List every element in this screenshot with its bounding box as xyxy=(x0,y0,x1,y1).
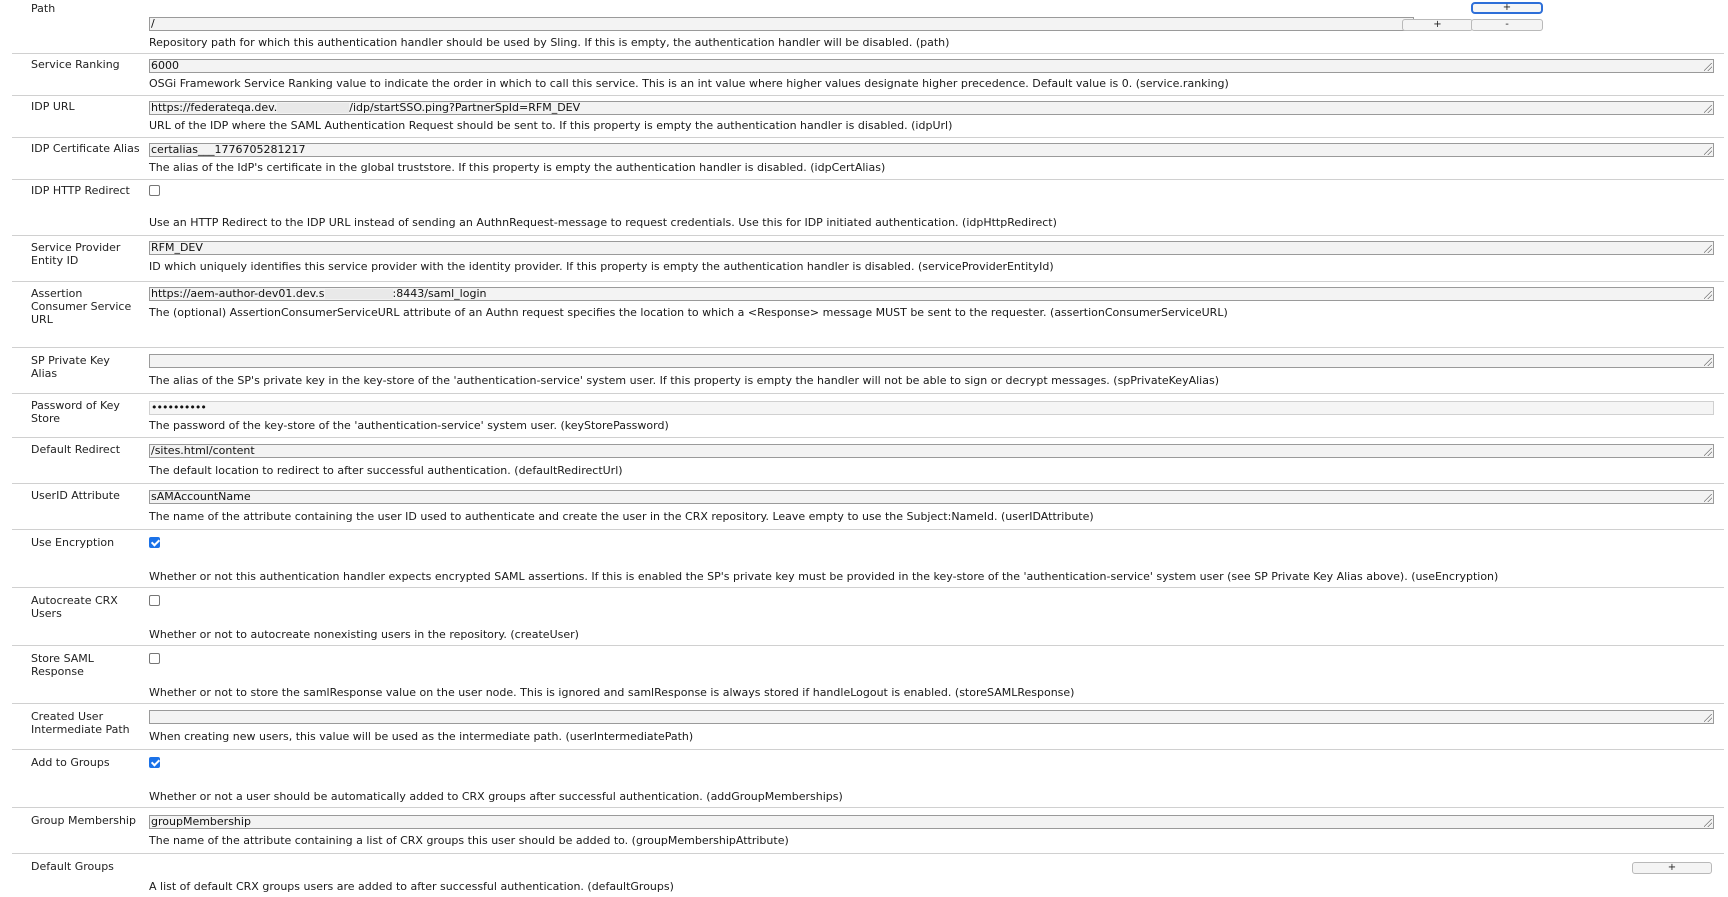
user-intermediate-path-label-line2: Intermediate Path xyxy=(31,723,130,736)
row-default-groups xyxy=(12,854,1724,897)
row-service-ranking xyxy=(12,54,1724,96)
path-input[interactable]: / xyxy=(149,17,1414,31)
userid-attribute-input[interactable]: sAMAccountName xyxy=(149,490,1714,504)
add-to-groups-description: Whether or not a user should be automatically added to CRX groups after successful authentication. (addGroupMemberships) xyxy=(149,790,843,803)
row-acs-url xyxy=(12,282,1724,348)
sp-private-key-alias-label xyxy=(31,354,146,380)
use-encryption-label: Use Encryption xyxy=(31,536,115,549)
sp-entity-id-input[interactable]: RFM_DEV xyxy=(149,241,1714,255)
default-groups-label: Default Groups xyxy=(31,860,114,873)
row-store-saml-response xyxy=(12,646,1724,704)
store-saml-response-label-line1: Store SAML xyxy=(31,652,94,665)
service-ranking-label: Service Ranking xyxy=(31,58,120,71)
path-add-button-top[interactable]: + xyxy=(1471,2,1543,14)
sp-entity-id-description: ID which uniquely identifies this service provider with the identity provider. If this property is empty the authentication handler is disabled. (serviceProviderEntityId) xyxy=(149,260,1054,273)
default-redirect-label: Default Redirect xyxy=(31,443,121,456)
key-store-password-input[interactable]: •••••••••• xyxy=(149,401,1714,415)
row-sp-private-key-alias xyxy=(12,348,1724,394)
add-to-groups-checkbox[interactable] xyxy=(149,757,160,768)
idp-cert-alias-description: The alias of the IdP's certificate in the global truststore. If this property is empty the authentication handler is disabled. (idpCertAlias) xyxy=(149,161,886,174)
use-encryption-description: Whether or not this authentication handler expects encrypted SAML assertions. If this is enabled the SP's private key must be provided in the key-store of the 'authentication-service' system user (see SP Private Key Alias above). (useEncryption) xyxy=(149,570,1499,583)
store-saml-response-label xyxy=(31,652,146,678)
acs-url-label-line2: Consumer Service xyxy=(31,300,132,313)
service-ranking-description: OSGi Framework Service Ranking value to indicate the order in which to call this service. This is an int value where higher values designate higher precedence. Default value is 0. (service.ranking) xyxy=(149,77,1229,90)
idp-url-label: IDP URL xyxy=(31,100,75,113)
autocreate-users-description: Whether or not to autocreate nonexisting users in the repository. (createUser) xyxy=(149,628,579,641)
user-intermediate-path-description: When creating new users, this value will be used as the intermediate path. (userIntermediatePath) xyxy=(149,730,694,743)
acs-url-description: The (optional) AssertionConsumerServiceURL attribute of an Authn request specifies the location to which a <Response> message MUST be sent to the requester. (assertionConsumerServiceURL) xyxy=(149,306,1228,319)
row-idp-http-redirect xyxy=(12,180,1724,236)
acs-url-label-line1: Assertion xyxy=(31,287,83,300)
idp-http-redirect-label: IDP HTTP Redirect xyxy=(31,184,130,197)
idp-http-redirect-checkbox[interactable] xyxy=(149,185,160,196)
row-idp-cert-alias xyxy=(12,138,1724,180)
userid-attribute-description: The name of the attribute containing the user ID used to authenticate and create the user in the CRX repository. Leave empty to use the Subject:NameId. (userIDAttribute) xyxy=(149,510,1094,523)
add-to-groups-label: Add to Groups xyxy=(31,756,110,769)
key-store-password-label-line2: Store xyxy=(31,412,61,425)
path-remove-button[interactable]: - xyxy=(1471,19,1543,31)
row-default-redirect xyxy=(12,438,1724,484)
group-membership-description: The name of the attribute containing a list of CRX groups this user should be added to. (groupMembershipAttribute) xyxy=(149,834,789,847)
idp-url-description: URL of the IDP where the SAML Authentication Request should be sent to. If this property is empty the authentication handler is disabled. (idpUrl) xyxy=(149,119,953,132)
idp-url-value-prefix: https://federateqa.dev. xyxy=(151,101,278,114)
idp-cert-alias-label: IDP Certificate Alias xyxy=(31,142,140,155)
store-saml-response-checkbox[interactable] xyxy=(149,653,160,664)
row-key-store-password xyxy=(12,394,1724,438)
store-saml-response-label-line2: Response xyxy=(31,665,84,678)
row-user-intermediate-path xyxy=(12,704,1724,750)
sp-entity-id-label-line1: Service Provider xyxy=(31,241,121,254)
user-intermediate-path-input[interactable] xyxy=(149,710,1714,724)
service-ranking-input[interactable]: 6000 xyxy=(149,59,1714,73)
group-membership-input[interactable]: groupMembership xyxy=(149,815,1714,829)
default-redirect-description: The default location to redirect to after successful authentication. (defaultRedirectUrl) xyxy=(149,464,623,477)
path-description: Repository path for which this authentication handler should be used by Sling. If this is empty, the authentication handler will be disabled. (path) xyxy=(149,36,950,49)
sp-private-key-alias-description: The alias of the SP's private key in the key-store of the 'authentication-service' system user. If this property is empty the handler will not be able to sign or decrypt messages. (spPrivateKeyAlias) xyxy=(149,374,1219,387)
acs-url-value-prefix: https://aem-author-dev01.dev.s xyxy=(151,287,325,300)
default-groups-add-button[interactable]: + xyxy=(1632,862,1712,874)
idp-http-redirect-description: Use an HTTP Redirect to the IDP URL instead of sending an AuthnRequest-message to request credentials. Use this for IDP initiated authentication. (idpHttpRedirect) xyxy=(149,216,1057,229)
autocreate-users-label-line2: Users xyxy=(31,607,62,620)
sp-entity-id-label xyxy=(31,241,146,267)
user-intermediate-path-label xyxy=(31,710,146,736)
key-store-password-label-line1: Password of Key xyxy=(31,399,120,412)
row-userid-attribute xyxy=(12,484,1724,530)
user-intermediate-path-label-line1: Created User xyxy=(31,710,104,723)
row-group-membership xyxy=(12,808,1724,854)
userid-attribute-label: UserID Attribute xyxy=(31,489,120,502)
redacted-block xyxy=(277,103,349,113)
row-path xyxy=(12,0,1724,54)
key-store-password-description: The password of the key-store of the 'authentication-service' system user. (keyStorePassword) xyxy=(149,419,669,432)
path-label: Path xyxy=(31,2,56,15)
acs-url-label-line3: URL xyxy=(31,313,53,326)
redacted-block xyxy=(325,289,393,299)
row-idp-url xyxy=(12,96,1724,138)
use-encryption-checkbox[interactable] xyxy=(149,537,160,548)
row-use-encryption xyxy=(12,530,1724,588)
acs-url-value-suffix: :8443/saml_login xyxy=(392,287,487,300)
key-store-password-label xyxy=(31,399,146,425)
group-membership-label: Group Membership xyxy=(31,814,136,827)
sp-private-key-alias-input[interactable] xyxy=(149,354,1714,368)
sp-entity-id-label-line2: Entity ID xyxy=(31,254,79,267)
acs-url-input[interactable] xyxy=(149,287,1714,301)
idp-url-input[interactable] xyxy=(149,101,1714,115)
row-add-to-groups xyxy=(12,750,1724,808)
idp-url-value-suffix: /idp/startSSO.ping?PartnerSpId=RFM_DEV xyxy=(349,101,581,114)
idp-cert-alias-input[interactable]: certalias___1776705281217 xyxy=(149,143,1714,157)
store-saml-response-description: Whether or not to store the samlResponse value on the user node. This is ignored and samlResponse is always stored if handleLogout is enabled. (storeSAMLResponse) xyxy=(149,686,1075,699)
autocreate-users-label-line1: Autocreate CRX xyxy=(31,594,118,607)
row-autocreate-users xyxy=(12,588,1724,646)
autocreate-users-label xyxy=(31,594,146,620)
row-sp-entity-id xyxy=(12,236,1724,282)
acs-url-label xyxy=(31,287,146,326)
default-redirect-input[interactable]: /sites.html/content xyxy=(149,444,1714,458)
sp-private-key-alias-label-line2: Alias xyxy=(31,367,58,380)
autocreate-users-checkbox[interactable] xyxy=(149,595,160,606)
path-add-button[interactable]: + xyxy=(1402,19,1473,31)
default-groups-description: A list of default CRX groups users are added to after successful authentication. (defaultGroups) xyxy=(149,880,674,893)
sp-private-key-alias-label-line1: SP Private Key xyxy=(31,354,110,367)
